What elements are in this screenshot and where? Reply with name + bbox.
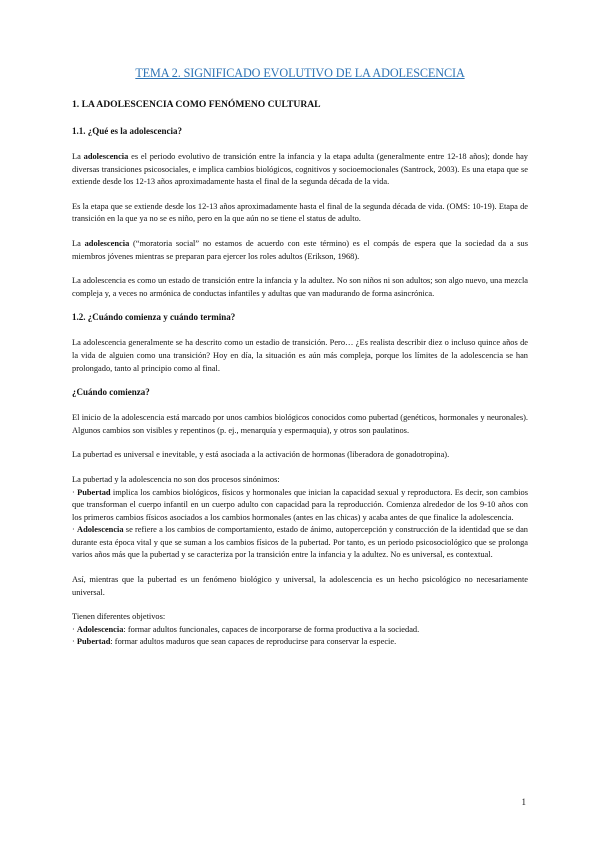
paragraph-onset: El inicio de la adolescencia está marcado por unos cambios biológicos conocidos como pubertad (genéticos, hormonales y neuronales). Algunos cambios son visibles y repentinos (p. ej., menarquía y espermaquia), y otros son paulatinos. — [72, 413, 528, 435]
subsection-heading-1-2: 1.2. ¿Cuándo comienza y cuándo termina? — [72, 312, 236, 323]
list-item-objective-puberty: · Pubertad: formar adultos maduros que sean capaces de reproducirse para conservar la especie. — [72, 637, 397, 647]
paragraph-objectives: Tienen diferentes objetivos: — [72, 612, 166, 622]
page-number: 1 — [521, 797, 526, 807]
paragraph-transition-question: La adolescencia generalmente se ha descrito como un estadio de transición. Pero… ¿Es realista describir diez o incluso quince años de la vida de alguien como una transición? Hoy en día, la situación es aún más compleja, porque los límites de la adolescencia se han prolongado, tanto al principio como al final. — [72, 338, 528, 373]
subsection-heading-when-starts: ¿Cuándo comienza? — [72, 387, 150, 398]
list-item-puberty: · Pubertad implica los cambios biológicos, físicos y hormonales que inician la capacidad sexual y reproductora. Es decir, son cambios que transforman el cuerpo infantil en un cuerpo adulto con capacidad para la reproducción. Comienza alrededor de los 9-10 años con los primeros cambios físicos asociados a los cambios hormonales (antes en las chicas) y acaba antes de que finalice la adolescencia. — [72, 487, 528, 522]
paragraph-transition-state: La adolescencia es como un estado de transición entre la infancia y la adultez. No son niños ni son adultos; son algo nuevo, una mezcla compleja y, a veces no armónica de conductas infantiles y adultas que van madurando de forma asincrónica. — [72, 276, 528, 298]
list-item-adolescence: · Adolescencia se refiere a los cambios de comportamiento, estado de ánimo, autopercepción y construcción de la identidad que se dan durante esta época vital y que se suman a los cambios físicos de la pubertad. Por tanto, es un periodo psicosociológico que se prolonga varios años más que la pubertad y se caracteriza por la transición entre la infancia y la adultez. No es universal, es contextual. — [72, 525, 528, 560]
subsection-heading-1-1: 1.1. ¿Qué es la adolescencia? — [72, 126, 182, 136]
document-page — [72, 66, 528, 649]
paragraph-moratoria: La adolescencia (“moratoria social” no estamos de acuerdo con este término) es el compás de espera que la sociedad da a sus miembros jóvenes mientras se preparan para ejercer los roles adultos (Erikson, 1968). — [72, 238, 528, 261]
paragraph-conclusion: Así, mientras que la pubertad es un fenómeno biológico y universal, la adolescencia es un hecho psicológico no necesariamente universal. — [72, 575, 528, 597]
paragraph-not-synonyms: La pubertad y la adolescencia no son dos procesos sinónimos: — [72, 474, 280, 484]
paragraph-puberty-universal: La pubertad es universal e inevitable, y está asociada a la activación de hormonas (liberadora de gonadotropina). — [72, 450, 450, 460]
paragraph-age-range: Es la etapa que se extiende desde los 12-13 años aproximadamente hasta el final de la segunda década de vida. (OMS: 10-19). Etapa de transición en la que ya no se es niño, pero en la que aún no se tiene el status de adulto. — [72, 201, 528, 224]
bold-term: adolescencia — [83, 152, 129, 161]
section-heading-1: 1. LA ADOLESCENCIA COMO FENÓMENO CULTURAL — [72, 99, 321, 110]
bold-term: adolescencia — [84, 238, 130, 248]
paragraph-definition: La adolescencia es el periodo evolutivo de transición entre la infancia y la etapa adulta (generalmente entre 12-18 años); donde hay diversas transiciones psicosociales, e implica cambios biológicos, cognitivos y socioemocionales (Santrock, 2003). Es una etapa que se extiende desde los 12-13 años aproximadamente hasta el final de la segunda década de la vida. — [72, 152, 528, 187]
list-item-objective-adolescence: · Adolescencia: formar adultos funcionales, capaces de incorporarse de forma productiva a la sociedad. — [72, 624, 420, 634]
document-title: TEMA 2. SIGNIFICADO EVOLUTIVO DE LA ADOLESCENCIA — [135, 66, 465, 80]
